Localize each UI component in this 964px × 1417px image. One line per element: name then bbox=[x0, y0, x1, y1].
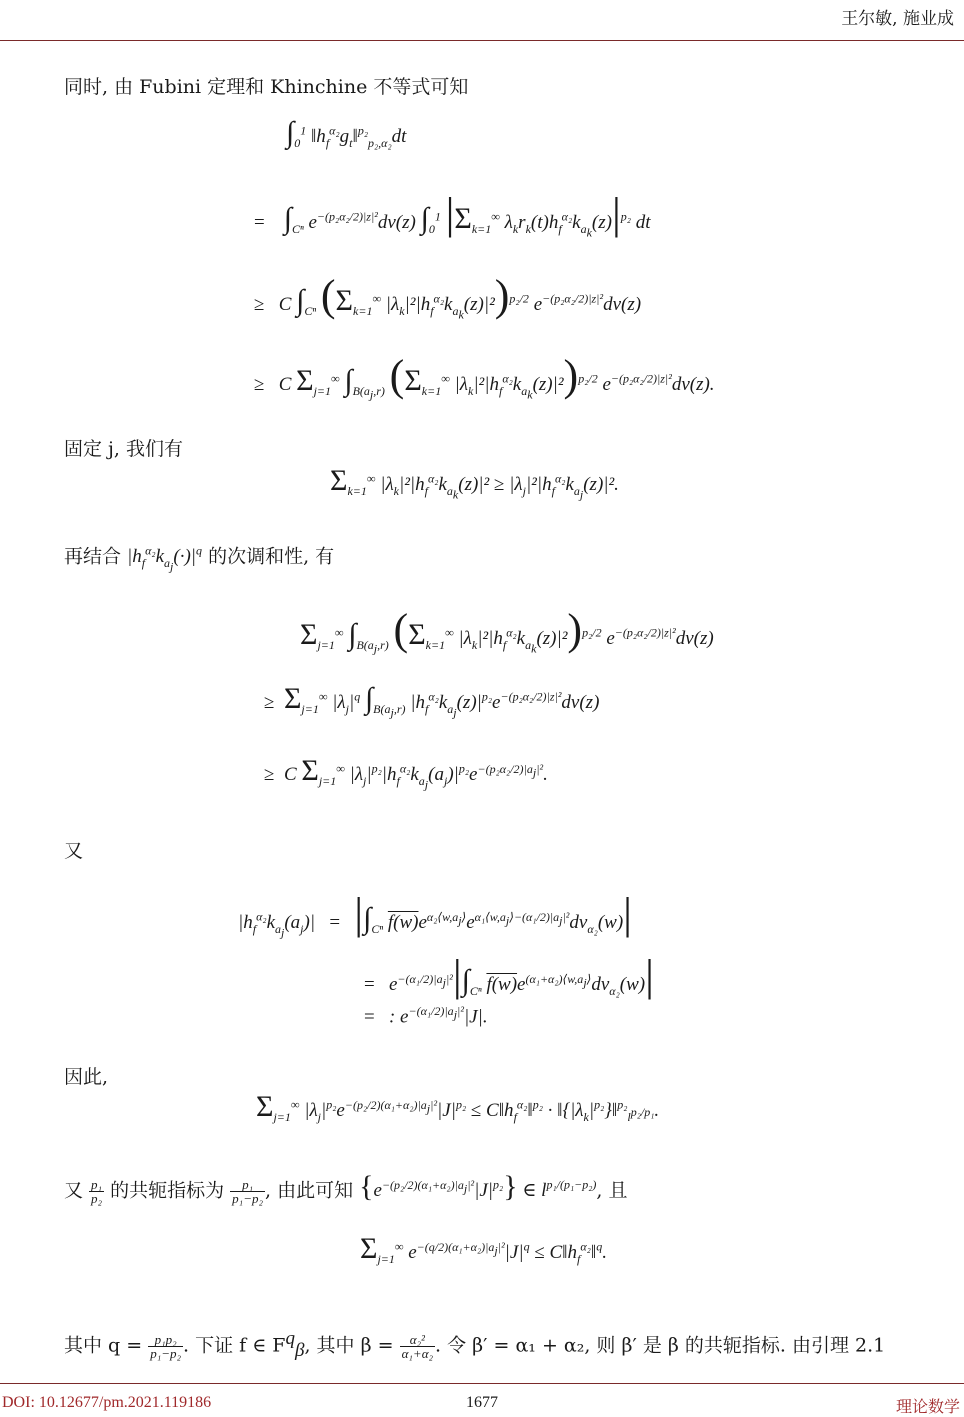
paragraph-3-prefix: 再结合 bbox=[64, 545, 128, 568]
paragraph-7-prefix: 其中 q = bbox=[64, 1334, 149, 1357]
equation-1-line-2: = $\int_{C^n}$ $e^{-(p_2\alpha_2/2)|z|^2}dv(z)$ $\int_0^1$ $|\Sigma_{k=1}^\infty$ $\lambda_kr_k(t)h_f^{\alpha_2}k_{a_k}(z)|^{p_2}$ dt bbox=[254, 189, 651, 240]
footer-rule bbox=[0, 1383, 964, 1384]
paragraph-7-suffix: . 令 β′ = α₁ + α₂, 则 β′ 是 β 的共轭指标. 由引理 2.1 bbox=[435, 1334, 886, 1357]
equation-4-line-1: $\Sigma_{j=1}^\infty$ $\int_{B(a_j,r)}$ ($\Sigma_{k=1}^\infty$ $|\lambda_k|^2|h_f^{\alpha_2}k_{a_k}(z)|^2)^{p_2/2}$ $e^{-(p_2\alpha_2/2)|z|^2}dv(z)$ bbox=[300, 605, 714, 656]
equation-5-line-3: = : $e^{-(\alpha_1/2)|a_j|^2}|J|$. bbox=[364, 1004, 488, 1028]
equation-1-line-4: ≥ C $\Sigma_{j=1}^\infty$ $\int_{B(a_j,r)}$ ($\Sigma_{k=1}^\infty$ $|\lambda_k|^2|h_f^{\alpha_2}k_{a_k}(z)|^2)^{p_2/2}$ $e^{-(p_2\alpha_2/2)|z|^2}dv(z)$. bbox=[254, 351, 715, 402]
paragraph-6-suffix: , 且 bbox=[596, 1179, 628, 1202]
header-authors: 王尔敏, 施业成 bbox=[841, 9, 954, 29]
equation-4-line-3: ≥ C $\Sigma_{j=1}^\infty$ $|\lambda_j|^{p_2}|h_f^{\alpha_2}k_{a_j}(a_j)|^{p_2}e^{-(p_2\alpha_2/2)|a_j|^2}$. bbox=[264, 754, 548, 792]
paragraph-1: 同时, 由 Fubini 定理和 Khinchine 不等式可知 bbox=[64, 76, 469, 98]
paragraph-4: 又 bbox=[64, 840, 84, 862]
footer-doi[interactable]: DOI: 10.12677/pm.2021.119186 bbox=[2, 1394, 212, 1411]
paragraph-3-suffix: 的次调和性, 有 bbox=[202, 545, 335, 568]
paragraph-6-prefix: 又 bbox=[64, 1179, 90, 1202]
equation-1-line-1: $\int_0^1$ $‖h_f^{\alpha_2}g_t‖^{p_2}_{p_2,\alpha_2}dt$ bbox=[286, 116, 407, 150]
paragraph-7: 其中 q = $\frac{\text{p₁p₂}}{\text{p₁−p₂}}$ . 下证 f ∈ $F^q_\beta$, 其中 β = $\frac{\text{α₂²}}{\text{α₁+α₂}}$ . 令 β′ = α₁ + α₂, 则 β′ 是 β 的共轭指标. 由引理 2.1 bbox=[64, 1328, 886, 1362]
equation-4-line-2: ≥ $\Sigma_{j=1}^\infty$ $|\lambda_j|^q$ $\int_{B(a_j,r)}$ $|h_f^{\alpha_2}k_{a_j}(z)|^{p_2}e^{-(p_2\alpha_2/2)|z|^2}dv(z)$ bbox=[264, 682, 600, 720]
equation-5-line-1: $|h_f^{\alpha_2}k_{a_j}(a_j)|$ = $|\int_{C^n}$ $f(w)e^{\alpha_2⟨w,a_j⟩}e^{\alpha_1⟨w,a_j⟩-(\alpha_1/2)|a_j|^2}dv_{\alpha_2}(w)|$ bbox=[238, 889, 632, 940]
paragraph-3: 再结合 $|h_f^{\alpha_2}k_{a_j}(\cdot)|^q$ 的次调和性, 有 bbox=[64, 544, 335, 574]
equation-6: $\Sigma_{j=1}^\infty$ $|\lambda_j|^{p_2}e^{-(p_2/2)(\alpha_1+\alpha_2)|a_j|^2}|J|^{p_2}$ ≤ $C‖h_f^{\alpha_2}‖^{p_2}$ · $‖\{|\lambda_k|^{p_2}\}‖^{p_2}_{l^{p_2/p_1}}$. bbox=[256, 1090, 660, 1124]
paragraph-6-mid2: , 由此可知 bbox=[264, 1179, 360, 1202]
equation-1-line-3: ≥ C $\int_{C^n}$ ($\Sigma_{k=1}^\infty$ $|\lambda_k|^2|h_f^{\alpha_2}k_{a_k}(z)|^2)^{p_2/2}$ $e^{-(p_2\alpha_2/2)|z|^2}dv(z)$ bbox=[254, 271, 642, 322]
equation-2: $\Sigma_{k=1}^\infty$ $|\lambda_k|^2|h_f^{\alpha_2}k_{a_k}(z)|^2 \ge |\lambda_j|^2|h_f^{\alpha_2}k_{a_j}(z)|^2$. bbox=[330, 464, 619, 502]
footer-page-number: 1677 bbox=[466, 1394, 498, 1411]
paragraph-5: 因此, bbox=[64, 1066, 109, 1088]
paragraph-7-mid2: , 其中 β = bbox=[304, 1334, 400, 1357]
footer-journal[interactable]: 理论数学 bbox=[895, 1397, 960, 1416]
equation-7: $\Sigma_{j=1}^\infty$ $e^{-(q/2)(\alpha_1+\alpha_2)|a_j|^2}|J|^q$ ≤ $C‖h_f^{\alpha_2}‖^q$. bbox=[360, 1232, 607, 1266]
header-rule bbox=[0, 40, 964, 41]
paragraph-7-mid1: . 下证 f ∈ F bbox=[183, 1334, 286, 1357]
paragraph-2: 固定 j, 我们有 bbox=[64, 438, 184, 460]
equation-5-line-2: = $e^{-(\alpha_1/2)|a_j|^2}|\int_{C^n}$ $f(w)e^{(\alpha_1+\alpha_2)⟨w,a_j⟩}dv_{\alpha_2}(w)|$ bbox=[364, 951, 654, 1000]
paragraph-6-mid1: 的共轭指标为 bbox=[104, 1179, 231, 1202]
paragraph-6: 又 $\frac{\text{p₁}}{\text{p₂}}$ 的共轭指标为 $\frac{\text{p₁}}{\text{p₁−p₂}}$ , 由此可知 $\{e^{-(p_2/2)(\alpha_1+\alpha_2)|a_j|^2}|J|^{p_2}\}$ ∈ $l^{p_1/(p_1-p_2)}$, 且 bbox=[64, 1170, 628, 1206]
